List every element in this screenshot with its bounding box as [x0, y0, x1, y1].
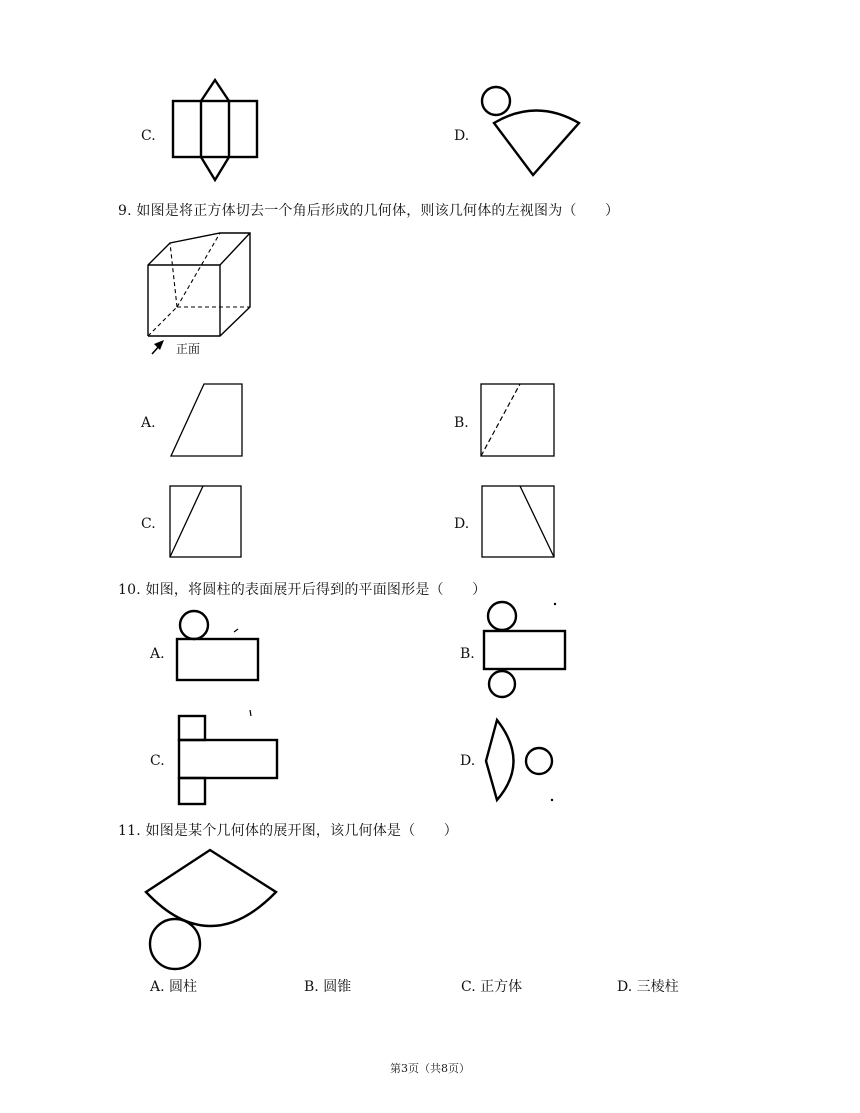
q10-stem: 10. 如图，将圆柱的表面展开后得到的平面图形是（ ） — [118, 582, 487, 598]
q9-front-label: 正面 — [176, 342, 201, 356]
q8-option-c-label: C. — [141, 128, 156, 144]
q11-option-a: A. 圆柱 — [150, 979, 198, 995]
q10-option-a-figure — [172, 606, 264, 686]
page-footer: 第3页（共8页） — [390, 1062, 470, 1075]
q9-option-a-figure — [168, 382, 246, 458]
q8-option-d-label: D. — [454, 128, 470, 144]
q10-option-b-label: B. — [460, 646, 475, 662]
q10-option-d-figure — [480, 716, 560, 806]
q11-net-figure — [140, 842, 282, 974]
q11-option-c: C. 正方体 — [461, 979, 523, 995]
q9-option-d-figure — [480, 484, 558, 560]
q9-option-c-label: C. — [141, 516, 156, 532]
q10-option-c-label: C. — [150, 753, 165, 769]
q9-cube-figure — [140, 230, 256, 358]
q10-option-d-label: D. — [460, 753, 476, 769]
q11-option-d: D. 三棱柱 — [617, 979, 679, 995]
q10-option-b-figure — [480, 598, 576, 700]
q10-option-c-figure — [175, 706, 283, 808]
q8-option-c-figure — [168, 78, 262, 184]
q9-option-c-figure — [168, 484, 244, 560]
q11-stem: 11. 如图是某个几何体的展开图，该几何体是（ ） — [118, 823, 458, 839]
q9-option-b-figure — [479, 382, 557, 458]
q9-stem: 9. 如图是将正方体切去一个角后形成的几何体，则该几何体的左视图为（ ） — [118, 203, 620, 219]
q8-option-d-figure — [478, 84, 588, 180]
front-arrow-icon — [152, 340, 164, 354]
q9-option-b-label: B. — [454, 415, 469, 431]
q10-option-a-label: A. — [150, 646, 165, 662]
q9-option-a-label: A. — [141, 415, 156, 431]
q11-option-b: B. 圆锥 — [304, 979, 352, 995]
q9-option-d-label: D. — [454, 516, 470, 532]
